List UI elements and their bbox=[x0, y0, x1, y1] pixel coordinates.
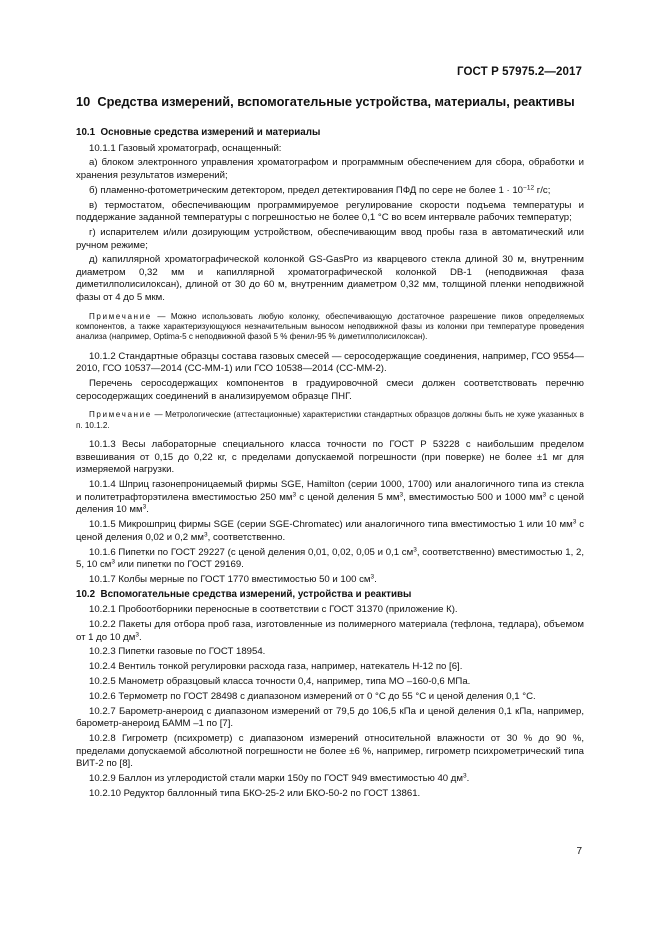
text-run: 10.1.5 Микрошприц фирмы SGE (серии SGE-Chromatec) или аналогичного типа вместимостью 1 или 10 мм bbox=[89, 519, 573, 531]
paragraph-10-1-4 bbox=[76, 479, 584, 517]
paragraph-10-1-6 bbox=[76, 547, 584, 572]
superscript: 3 bbox=[204, 531, 208, 539]
superscript: 3 bbox=[572, 518, 577, 526]
superscript: 3 bbox=[462, 772, 467, 780]
text-run: . bbox=[466, 772, 470, 784]
text-run: . bbox=[146, 504, 149, 516]
subsection-number: 10.1 bbox=[76, 127, 96, 138]
paragraph-10-1-5 bbox=[76, 519, 584, 544]
paragraph-10-2-2 bbox=[76, 619, 584, 644]
note-label: Примечание bbox=[89, 311, 152, 321]
document-header: ГОСТ Р 57975.2—2017 bbox=[457, 66, 582, 78]
text-run: , соответственно) вместимостью 1, 2, 5, 10 см bbox=[76, 546, 584, 571]
paragraph-g: г) испарителем и/или дозирующим устройством, обеспечивающим ввод пробы газа в автоматический или ручном режиме; bbox=[76, 226, 584, 251]
paragraph-10-1-3: 10.1.3 Весы лабораторные специального класса точности по ГОСТ Р 53228 с наибольшим пределом взвешивания от 0,15 до 0,22 кг, с пределами допускаемой погрешности (при поверке) не более ±1 мг для измеряемой нагрузки. bbox=[76, 439, 584, 476]
text-run: . bbox=[138, 631, 142, 643]
superscript: 3 bbox=[542, 491, 547, 499]
paragraph-10-1-7 bbox=[76, 574, 584, 587]
text-run: 10.1.6 Пипетки по ГОСТ 29227 (с ценой деления 0,01, 0,02, 0,05 и 0,1 см bbox=[89, 546, 414, 558]
text-run: 10.2.9 Баллон из углеродистой стали марки 150у по ГОСТ 949 вместимостью 40 дм bbox=[89, 772, 463, 784]
paragraph-10-2-3: 10.2.3 Пипетки газовые по ГОСТ 18954. bbox=[89, 646, 266, 658]
text-run: с ценой деления 5 мм bbox=[296, 491, 400, 503]
section-title-text: Средства измерений, вспомогательные устройства, материалы, реактивы bbox=[97, 94, 575, 109]
subsection-title bbox=[76, 127, 584, 140]
note-2 bbox=[76, 410, 584, 431]
superscript: 3 bbox=[142, 503, 147, 511]
section-number: 10 bbox=[76, 94, 91, 109]
note-text: — Метрологические (аттестационные) характеристики стандартных образцов должны быть не хуже указанных в п. 10.1.2. bbox=[76, 410, 584, 430]
paragraph-10-2-10: 10.2.10 Редуктор баллонный типа БКО-25-2 или БКО-50-2 по ГОСТ 13861. bbox=[89, 787, 421, 799]
paragraph-10-2-1: 10.2.1 Пробоотборники переносные в соответствии с ГОСТ 31370 (приложение К). bbox=[89, 604, 458, 616]
text-run: или пипетки по ГОСТ 29169. bbox=[115, 559, 244, 571]
subsection-number: 10.2 bbox=[76, 588, 96, 600]
paragraph-b-text: б) пламенно-фотометрическим детектором, предел детектирования ПФД по сере не более 1 · 10 bbox=[89, 184, 524, 196]
paragraph-10-2-6: 10.2.6 Термометр по ГОСТ 28498 с диапазоном измерений от 0 °С до 55 °С и ценой деления 0,1 °С. bbox=[89, 690, 536, 702]
paragraph-10-1-1: 10.1.1 Газовый хроматограф, оснащенный: bbox=[89, 142, 282, 154]
paragraph-d: д) капиллярной хроматографической колонкой GS-GasPro из кварцевого стекла длиной 30 м, внутренним диаметром 0,32 мм и капиллярной хроматографической колонкой DB-1 (неподвижная фаза диметилполисилоксан), длиной от 30 до 60 м, внутренним диаметром 0,32 мм, толщиной пленки неподвижной фазы от 4 до 5 мкм. bbox=[76, 254, 584, 304]
superscript: 3 bbox=[111, 558, 116, 566]
paragraph-a: а) блоком электронного управления хроматографом и программным обеспечением для сбора, обработки и хранения результатов измерений; bbox=[76, 157, 584, 181]
superscript: 3 bbox=[135, 631, 139, 639]
text-run: с ценой деления 10 мм bbox=[76, 491, 585, 516]
note-text: — Можно использовать любую колонку, обеспечивающую достаточное разрешение пиков определяемых компонентов, а также характеризующуюся незначительным выносом неподвижной фазы из колонки при температуре проведения анализа (например, Optima-5 с неподвижной фазой 5 % фенил-95 % диметилполисилоксан). bbox=[76, 311, 584, 342]
paragraph-10-2-5: 10.2.5 Манометр образцовый класса точности 0,4, например, типа МО –160-0,6 МПа. bbox=[89, 676, 471, 688]
superscript: 3 bbox=[413, 546, 417, 554]
paragraph-10-2-7: 10.2.7 Барометр-анероид с диапазоном измерений от 79,5 до 106,5 кПа и ценой деления 0,1 кПа, например, барометр-анероид БАММ –1 по [7]. bbox=[76, 705, 584, 730]
paragraph-10-1-2-list: Перечень серосодержащих компонентов в градуировочной смеси должен соответствовать перечню серосодержащих соединений в анализируемом образце ПНГ. bbox=[76, 378, 584, 402]
note-1 bbox=[76, 312, 584, 343]
paragraph-10-1-2: 10.1.2 Стандартные образцы состава газовых смесей — серосодержащие соединения, например, ГСО 9554—2010, ГСО 10537—2014 (СС-ММ-1) или ГСО 10538—2014 (СС-ММ-2). bbox=[76, 350, 584, 375]
superscript: 3 bbox=[399, 491, 404, 499]
subsection-title-text: Вспомогательные средства измерений, устройства и реактивы bbox=[100, 588, 412, 600]
text-run: 10.1.4 Шприц газонепроницаемый фирмы SGE, Hamilton (серии 1000, 1700) или аналогичного типа из стекла и политетрафторэтилена вместимостью 250 мм bbox=[76, 479, 584, 503]
note-label: Примечание bbox=[89, 410, 152, 420]
text-run: , вместимостью 500 и 1000 мм bbox=[403, 491, 543, 503]
page-number: 7 bbox=[576, 846, 582, 857]
text-run: 10.1.7 Колбы мерные по ГОСТ 1770 вместимостью 50 и 100 см bbox=[89, 573, 371, 585]
paragraph-10-2-8: 10.2.8 Гигрометр (психрометр) с диапазоном измерений относительной влажности от 30 % до 90 %, пределами допускаемой абсолютной погрешности не более ±6 %, например, гигрометр психрометрический типа ВИТ-2 по [8]. bbox=[76, 732, 584, 770]
paragraph-b bbox=[76, 185, 584, 198]
superscript: 3 bbox=[370, 573, 375, 581]
page-content bbox=[76, 94, 584, 800]
paragraph-10-2-9 bbox=[76, 773, 584, 786]
subsection-title bbox=[76, 589, 584, 602]
text-run: . bbox=[374, 573, 377, 585]
text-run: с ценой деления 0,02 и 0,2 мм bbox=[76, 519, 584, 543]
superscript: 3 bbox=[292, 491, 297, 499]
text-run: 10.2.2 Пакеты для отбора проб газа, изготовленные из полимерного материала (тефлона, тедлара), объемом от 1 до 10 дм bbox=[76, 619, 584, 643]
paragraph-v: в) термостатом, обеспечивающим программируемое регулирование скорости подъема температуры и поддержание заданной температуры с погрешностью не более 0,1 °С во всем интервале рабочих температур; bbox=[76, 199, 584, 224]
subsection-title-text: Основные средства измерений и материалы bbox=[100, 127, 321, 138]
paragraph-10-2-4: 10.2.4 Вентиль тонкой регулировки расхода газа, например, натекатель Н-12 по [6]. bbox=[89, 661, 463, 673]
exponent: −12 bbox=[523, 184, 535, 192]
section-title bbox=[76, 94, 584, 110]
text-run: , соответственно. bbox=[207, 531, 286, 543]
paragraph-b-unit: г/с; bbox=[534, 184, 551, 196]
